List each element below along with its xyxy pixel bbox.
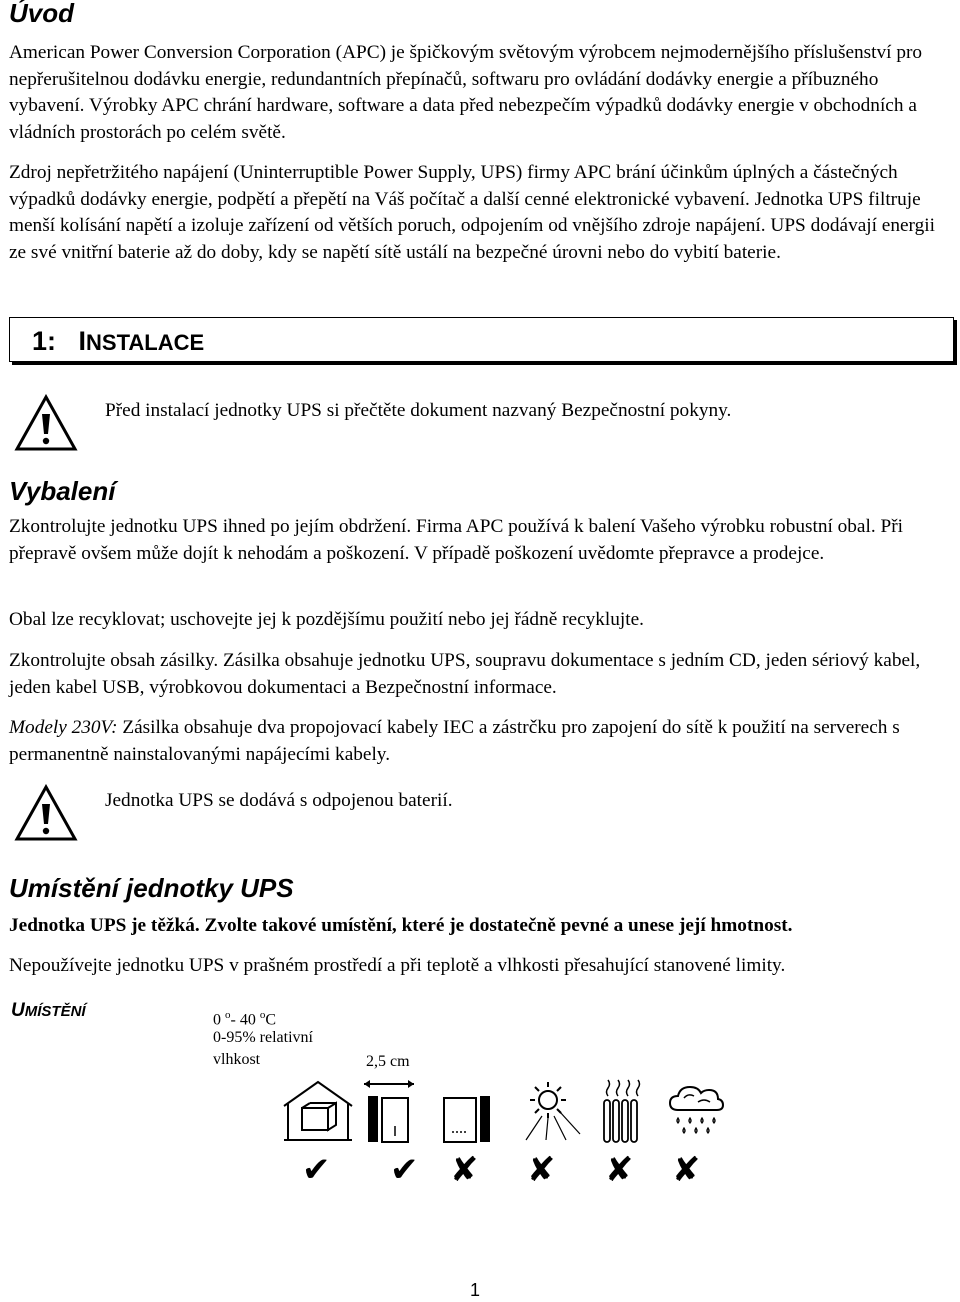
humidity-line-2: vlhkost — [213, 1051, 261, 1068]
temp-low: 0 — [213, 1011, 225, 1029]
unpacking-paragraph-2: Obal lze recyklovat; uschovejte jej k pozdějšímu použití nebo jej řádně recyklujte. — [9, 609, 644, 630]
chapter-header-box — [9, 317, 954, 362]
warning-icon — [14, 394, 78, 452]
intro-paragraph-2: Zdroj nepřetržitého napájení (Uninterruptible Power Supply, UPS) firmy APC brání účinkům úplných a částečných výpadků dodávky energie, podpětí a přepětí na Váš počítač a další cenné elektronické vybavení. Jednotka UPS filtruje menší kolísání napětí a izoluje zařízení od větších poruch, odpojením od vnějšího zdroje napájení. UPS dodávají energii ze své vnitřní baterie až do doby, kdy se napětí sítě ustálí na bezpečné úrovni nebo do vybití baterie. — [9, 162, 935, 263]
warning-text-battery: Jednotka UPS se dodává s odpojenou baterií. — [105, 790, 453, 811]
rain-cloud-icon — [668, 1082, 724, 1142]
placement-weight-note: Jednotka UPS je těžká. Zvolte takové umístění, které je dostatečně pevné a unese její hmotnost. — [9, 915, 793, 936]
heading-intro: Úvod — [9, 0, 74, 28]
figure-label-first-letter: U — [11, 1000, 25, 1021]
unpacking-paragraph-1: Zkontrolujte jednotku UPS ihned po jejím obdržení. Firma APC používá k balení Vašeho výrobku robustní obal. Při přepravě ovšem může dojít k nehodám a poškození. V případě poškození uvědomte přepravce a prodejce. — [9, 516, 903, 564]
chapter-title-rest: NSTALACE — [86, 330, 205, 355]
check-icon: ✔ — [390, 1150, 419, 1190]
models-230v-label: Modely 230V: — [9, 717, 118, 738]
intro-paragraph-1: American Power Conversion Corporation (APC) je špičkovým světovým výrobcem nejmodernějšího příslušenství pro nepřerušitelnou dodávku energie, redundantních přepínačů, softwaru pro ovládání dodávky energie a příbuzného vybavení. Výrobky APC chrání hardware, software a data před nebezpečím výpadků dodávky energie v obchodních a vládních prostorách po celém světě. — [9, 42, 923, 143]
models-230v-text: Zásilka obsahuje dva propojovací kabely IEC a zástrčku pro zapojení do sítě k použití na serverech s permanentně nainstalovanými napájecími kabely. — [9, 717, 900, 765]
house-icon — [280, 1078, 356, 1144]
cross-icon: ✘ — [450, 1150, 479, 1190]
unpacking-paragraph-3: Zkontrolujte obsah zásilky. Zásilka obsahuje jednotku UPS, soupravu dokumentace s jedním CD, jeden sériový kabel, jeden kabel USB, výrobkovou dokumentaci a Bezpečnostní informace. — [9, 650, 921, 698]
figure-label — [11, 1000, 86, 1023]
cross-icon: ✘ — [605, 1150, 634, 1190]
placement-paragraph: Nepoužívejte jednotku UPS v prašném prostředí a při teplotě a vlhkosti přesahující stanovené limity. — [9, 955, 786, 976]
radiator-icon — [600, 1076, 644, 1148]
warning-icon — [14, 784, 78, 842]
check-icon: ✔ — [302, 1150, 331, 1190]
figure-label-rest: MÍSTĚNÍ — [24, 1003, 86, 1020]
chapter-title-first-letter: I — [78, 326, 87, 356]
cross-icon: ✘ — [672, 1150, 701, 1190]
sun-icon — [518, 1078, 584, 1144]
clearance-icon — [362, 1078, 494, 1146]
page-number: 1 — [470, 1280, 481, 1300]
unpacking-paragraph-4 — [9, 715, 954, 768]
temp-unit: C — [265, 1011, 276, 1029]
cross-icon: ✘ — [527, 1150, 556, 1190]
humidity-line-1: 0-95% relativní — [213, 1029, 313, 1046]
temp-dash: - 40 — [230, 1011, 260, 1029]
clearance-label: 2,5 cm — [366, 1053, 410, 1070]
heading-placement: Umístění jednotky UPS — [9, 873, 294, 903]
chapter-number: 1: — [32, 326, 57, 356]
chapter-title — [32, 326, 204, 358]
degree-sign: o — [259, 1009, 266, 1021]
warning-text-safety: Před instalací jednotky UPS si přečtěte dokument nazvaný Bezpečnostní pokyny. — [105, 400, 732, 421]
degree-sign: o — [225, 1009, 231, 1021]
heading-unpacking: Vybalení — [9, 476, 116, 506]
